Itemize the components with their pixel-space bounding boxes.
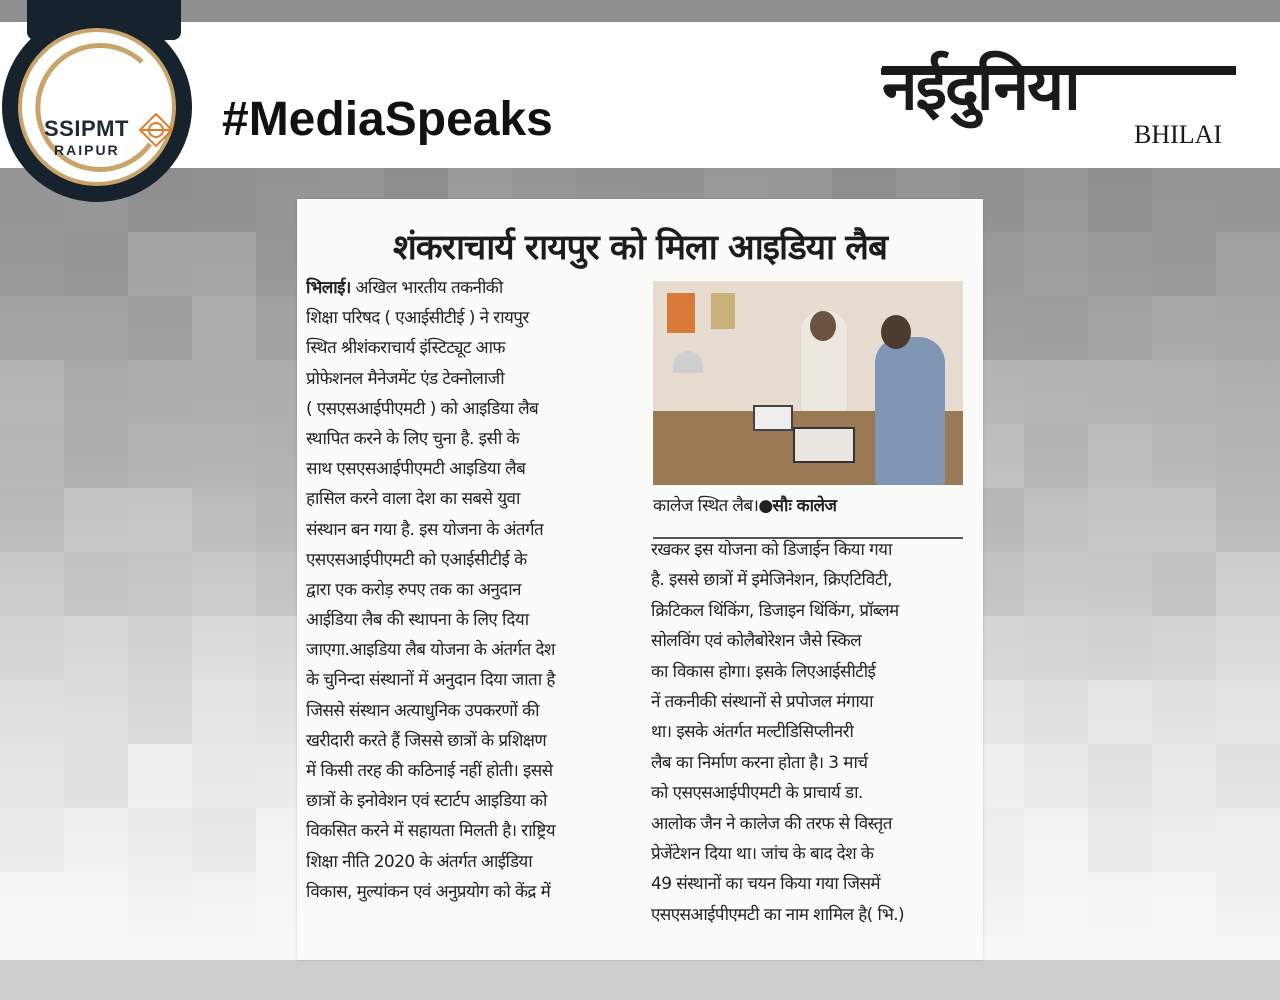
article-right-column bbox=[651, 535, 971, 930]
lab-photo bbox=[653, 281, 963, 485]
mosaic-tile bbox=[1088, 680, 1152, 744]
mosaic-tile bbox=[192, 872, 256, 936]
mosaic-tile bbox=[1152, 616, 1216, 680]
mosaic-tile bbox=[128, 872, 192, 936]
mosaic-tile bbox=[1152, 744, 1216, 808]
article-headline: शंकराचार्य रायपुर को मिला आइडिया लैब bbox=[392, 228, 887, 268]
mosaic-tile bbox=[0, 488, 64, 552]
mosaic-tile bbox=[1216, 232, 1280, 296]
mosaic-tile bbox=[128, 744, 192, 808]
article-line: प्रेजेंटेशन दिया था। जांच के बाद देश के bbox=[651, 843, 874, 864]
article-line: एसएसआईपीएमटी को एआईसीटीई के bbox=[306, 549, 527, 570]
photo-student-head bbox=[810, 311, 836, 341]
mosaic-tile bbox=[1024, 936, 1088, 1000]
mosaic-tile bbox=[0, 232, 64, 296]
article-line: हासिल करने वाला देश का सबसे युवा bbox=[306, 489, 520, 510]
mosaic-tile bbox=[1024, 808, 1088, 872]
mosaic-tile bbox=[192, 808, 256, 872]
article-line: जाएगा.आइडिया लैब योजना के अंतर्गत देश bbox=[306, 640, 555, 661]
article-line: स्थापित करने के लिए चुना है. इसी के bbox=[306, 428, 519, 449]
mosaic-tile bbox=[1024, 872, 1088, 936]
mosaic-tile bbox=[192, 680, 256, 744]
mosaic-tile bbox=[1152, 808, 1216, 872]
mosaic-tile bbox=[1024, 680, 1088, 744]
mosaic-tile bbox=[128, 680, 192, 744]
mosaic-tile bbox=[1024, 232, 1088, 296]
mosaic-tile bbox=[64, 552, 128, 616]
mosaic-tile bbox=[128, 424, 192, 488]
article-line: एसएसआईपीएमटी का नाम शामिल है( भि.) bbox=[651, 904, 905, 925]
mosaic-tile bbox=[192, 168, 256, 232]
mosaic-tile bbox=[192, 488, 256, 552]
photo-lamp bbox=[673, 351, 703, 373]
mosaic-tile bbox=[1216, 808, 1280, 872]
mosaic-tile bbox=[64, 872, 128, 936]
article-line: स्थित श्रीशंकराचार्य इंस्टिट्यूट आफ bbox=[306, 338, 505, 359]
mosaic-tile bbox=[192, 232, 256, 296]
mosaic-tile bbox=[1024, 744, 1088, 808]
article-line: को एसएसआईपीएमटी के प्राचार्य डा. bbox=[651, 783, 863, 804]
photo-caption-text: कालेज स्थित लैब। bbox=[653, 496, 759, 516]
mosaic-tile bbox=[0, 424, 64, 488]
mosaic-tile bbox=[1088, 360, 1152, 424]
mosaic-tile bbox=[64, 232, 128, 296]
header-band bbox=[0, 22, 1280, 168]
mosaic-tile bbox=[1152, 296, 1216, 360]
article-line: साथ एसएसआईपीएमटी आइडिया लैब bbox=[306, 459, 526, 480]
photo-equipment bbox=[753, 405, 793, 431]
mosaic-tile bbox=[0, 744, 64, 808]
article-line: संस्थान बन गया है. इस योजना के अंतर्गत bbox=[306, 519, 544, 540]
article-line: खरीदारी करते हैं जिससे छात्रों के प्रशिक्षण bbox=[306, 730, 547, 751]
mosaic-tile bbox=[64, 616, 128, 680]
mosaic-tile bbox=[1152, 488, 1216, 552]
mosaic-tile bbox=[1088, 936, 1152, 1000]
mosaic-tile bbox=[0, 552, 64, 616]
mosaic-tile bbox=[1216, 424, 1280, 488]
hashtag-title: #MediaSpeaks bbox=[222, 93, 553, 146]
article-line: में किसी तरह की कठिनाई नहीं होती। इससे bbox=[306, 761, 553, 781]
mosaic-tile bbox=[1024, 616, 1088, 680]
brand-name: SSIPMT bbox=[44, 116, 129, 141]
mosaic-tile bbox=[1152, 168, 1216, 232]
mosaic-tile bbox=[1152, 680, 1216, 744]
article-line: जिससे संस्थान अत्याधुनिक उपकरणों की bbox=[306, 700, 539, 721]
article-line: रखकर इस योजना को डिजाईन किया गया bbox=[651, 540, 892, 560]
mosaic-tile bbox=[64, 360, 128, 424]
mosaic-tile bbox=[1088, 872, 1152, 936]
mosaic-tile bbox=[0, 808, 64, 872]
mosaic-tile bbox=[64, 296, 128, 360]
mosaic-tile bbox=[1152, 232, 1216, 296]
newspaper-edition: BHILAI bbox=[1134, 120, 1223, 149]
mosaic-tile bbox=[128, 296, 192, 360]
mosaic-tile bbox=[1152, 936, 1216, 1000]
mosaic-tile bbox=[0, 872, 64, 936]
mosaic-tile bbox=[192, 552, 256, 616]
ssipmt-emblem-icon bbox=[138, 112, 174, 152]
brand-city: RAIPUR bbox=[54, 142, 120, 158]
article-line: था। इसके अंतर्गत मल्टीडिसिप्लीनरी bbox=[651, 722, 854, 743]
photo-caption bbox=[653, 493, 963, 516]
mosaic-tile bbox=[0, 296, 64, 360]
mosaic-tile bbox=[1088, 232, 1152, 296]
mosaic-tile bbox=[64, 744, 128, 808]
article-line: आईडिया लैब की स्थापना के लिए दिया bbox=[306, 610, 529, 631]
mosaic-tile bbox=[1088, 744, 1152, 808]
mosaic-tile bbox=[1216, 616, 1280, 680]
mosaic-tile bbox=[64, 808, 128, 872]
article-line: विकसित करने में सहायता मिलती है। राष्ट्रिय bbox=[306, 821, 556, 842]
mosaic-tile bbox=[0, 360, 64, 424]
mosaic-tile bbox=[128, 616, 192, 680]
mosaic-tile bbox=[128, 936, 192, 1000]
top-strip bbox=[0, 0, 1280, 22]
article-line: सोलविंग एवं कोलैबोरेशन जैसे स्किल bbox=[651, 631, 862, 652]
mosaic-tile bbox=[0, 936, 64, 1000]
article-dateline: भिलाई। bbox=[306, 278, 351, 298]
mosaic-tile bbox=[1216, 552, 1280, 616]
mosaic-tile bbox=[1024, 296, 1088, 360]
mosaic-tile bbox=[0, 616, 64, 680]
article-line: छात्रों के इनोवेशन एवं स्टार्टप आइडिया को bbox=[306, 791, 547, 812]
badge-arc bbox=[22, 32, 172, 182]
mosaic-tile bbox=[192, 424, 256, 488]
mosaic-tile bbox=[1216, 936, 1280, 1000]
article-line: क्रिटिकल थिंकिंग, डिजाइन थिंकिंग, प्रॉब्लम bbox=[651, 600, 899, 621]
mosaic-tile bbox=[1152, 552, 1216, 616]
mosaic-tile bbox=[64, 488, 128, 552]
mosaic-tile bbox=[1152, 424, 1216, 488]
article-line: नें तकनीकी संस्थानों से प्रपोजल मंगाया bbox=[651, 691, 873, 712]
article-line: विकास, मुल्यांकन एवं अनुप्रयोग को केंद्र में bbox=[306, 881, 551, 902]
mosaic-tile bbox=[192, 744, 256, 808]
mosaic-tile bbox=[1216, 296, 1280, 360]
article-line: 49 संस्थानों का चयन किया गया जिसमें bbox=[651, 874, 880, 895]
article-line bbox=[306, 273, 628, 303]
mosaic-tile bbox=[192, 616, 256, 680]
mosaic-tile bbox=[64, 424, 128, 488]
mosaic-tile bbox=[128, 232, 192, 296]
mosaic-tile bbox=[1216, 680, 1280, 744]
mosaic-tile bbox=[0, 680, 64, 744]
mosaic-tile bbox=[1216, 360, 1280, 424]
photo-equipment bbox=[793, 427, 855, 463]
badge-inner bbox=[18, 28, 176, 186]
newspaper-logo: नईदुनिया bbox=[882, 51, 1079, 125]
mosaic-tile bbox=[1024, 424, 1088, 488]
mosaic-tile bbox=[64, 680, 128, 744]
mosaic-tile bbox=[1024, 552, 1088, 616]
mosaic-tile bbox=[192, 360, 256, 424]
mosaic-tile bbox=[1216, 872, 1280, 936]
article-line-text: अखिल भारतीय तकनीकी bbox=[355, 278, 503, 298]
mosaic-tile bbox=[1088, 424, 1152, 488]
mosaic-tile bbox=[128, 488, 192, 552]
photo-poster bbox=[667, 293, 695, 333]
photo-student bbox=[875, 337, 945, 485]
article-line: के चुनिन्दा संस्थानों में अनुदान दिया जाता है bbox=[306, 670, 555, 691]
article-line: है. इससे छात्रों में इमेजिनेशन, क्रिएटिविटी, bbox=[651, 570, 892, 591]
newspaper-clipping bbox=[297, 199, 983, 960]
mosaic-tile bbox=[128, 808, 192, 872]
article-line: लैब का निर्माण करना होता है। 3 मार्च bbox=[651, 752, 868, 773]
mosaic-tile bbox=[1088, 552, 1152, 616]
mosaic-tile bbox=[1216, 744, 1280, 808]
mosaic-tile bbox=[128, 552, 192, 616]
photo-credit: ●सौः कालेज bbox=[758, 496, 837, 516]
article-line: ( एसएसआईपीएमटी ) को आइडिया लैब bbox=[306, 398, 539, 419]
mosaic-tile bbox=[1088, 168, 1152, 232]
mosaic-tile bbox=[1216, 488, 1280, 552]
mosaic-tile bbox=[192, 296, 256, 360]
mosaic-tile bbox=[1152, 360, 1216, 424]
mosaic-tile bbox=[1024, 360, 1088, 424]
article-line: प्रोफेशनल मैनेजमेंट एंड टेक्नोलाजी bbox=[306, 368, 505, 389]
mosaic-tile bbox=[1088, 296, 1152, 360]
mosaic-tile bbox=[1152, 872, 1216, 936]
article-line: शिक्षा नीति 2020 के अंतर्गत आईडिया bbox=[306, 851, 533, 872]
article-line: शिक्षा परिषद ( एआईसीटीई ) ने रायपुर bbox=[306, 308, 529, 329]
mosaic-tile bbox=[1216, 168, 1280, 232]
mosaic-tile bbox=[1024, 488, 1088, 552]
photo-poster bbox=[711, 293, 735, 329]
article-line: द्वारा एक करोड़ रुपए तक का अनुदान bbox=[306, 579, 521, 600]
mosaic-tile bbox=[1088, 808, 1152, 872]
photo-student-head bbox=[881, 315, 911, 349]
mosaic-tile bbox=[1088, 616, 1152, 680]
mosaic-tile bbox=[64, 936, 128, 1000]
mosaic-tile bbox=[192, 936, 256, 1000]
article-left-column bbox=[306, 273, 628, 907]
mosaic-tile bbox=[1024, 168, 1088, 232]
mosaic-tile bbox=[1088, 488, 1152, 552]
article-line: का विकास होगा। इसके लिएआईसीटीई bbox=[651, 661, 876, 682]
article-line: आलोक जैन ने कालेज की तरफ से विस्तृत bbox=[651, 813, 892, 834]
mosaic-tile bbox=[128, 360, 192, 424]
